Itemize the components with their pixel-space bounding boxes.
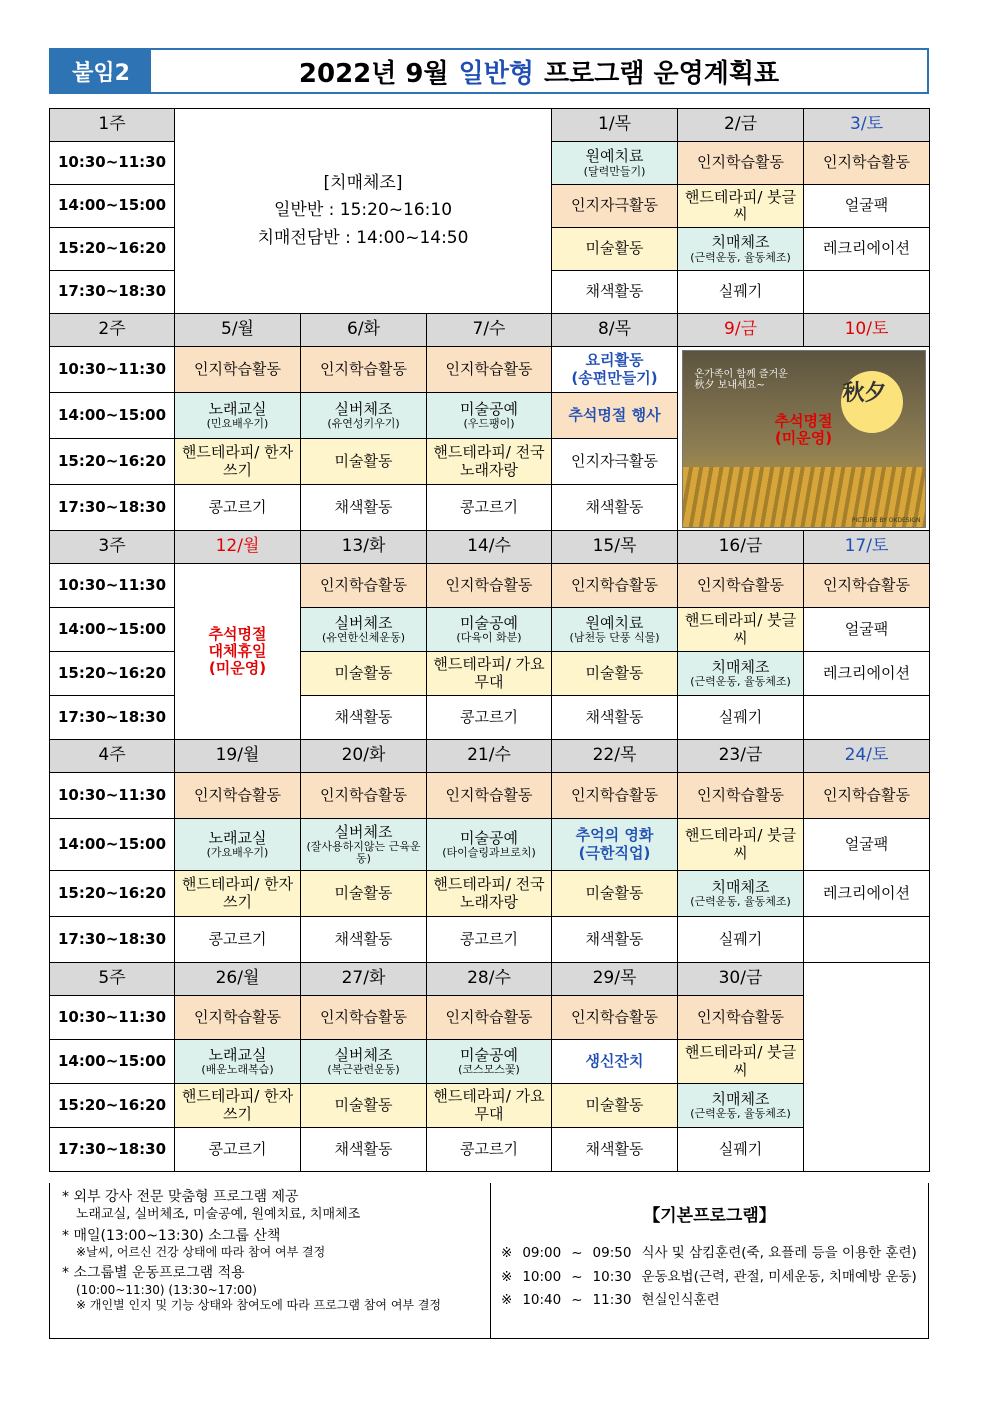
- title-prefix: 2022년 9월: [298, 58, 449, 89]
- program-cell: 채색활동: [552, 917, 678, 963]
- day-header: 29/목: [552, 963, 678, 996]
- program-cell: 채색활동: [301, 696, 427, 740]
- table-row: [50, 347, 930, 393]
- info-dementia: 치매전담반 : 14:00~14:50: [257, 227, 469, 248]
- program-cell: 인지학습활동: [175, 996, 301, 1040]
- program-cell: 인지학습활동: [301, 347, 427, 393]
- program-cell: 얼굴팩: [804, 185, 930, 228]
- program-cell: 핸드테라피/ 붓글씨: [678, 608, 804, 652]
- program-cell: 생신잔치: [552, 1040, 678, 1084]
- time-slot: 10:30~11:30: [50, 996, 175, 1040]
- program-cell: 콩고르기: [427, 485, 552, 531]
- day-header: 12/월: [175, 531, 301, 564]
- time-slot: 14:00~15:00: [50, 393, 175, 439]
- program-cell: 실꿰기: [678, 917, 804, 963]
- day-header: 8/목: [552, 314, 678, 347]
- chuseok-hanja: 秋夕: [842, 380, 887, 406]
- chuseok-holiday-image: [678, 347, 930, 531]
- table-row: [50, 819, 930, 871]
- program-cell: 핸드테라피/ 붓글씨: [678, 1040, 804, 1084]
- attachment-tag: 붙임2: [51, 50, 151, 92]
- week-label: 3주: [50, 531, 175, 564]
- greeting-text: 온가족이 함께 즐거운 秋夕 보내세요~: [694, 368, 788, 391]
- day-header: 27/화: [301, 963, 427, 996]
- program-cell: 인지학습활동: [678, 773, 804, 819]
- program-cell: 미술공예 (타이슬링과브로치): [427, 819, 552, 871]
- program-cell: 인지학습활동: [427, 564, 552, 608]
- empty-cell: [804, 917, 930, 963]
- week-label: 1주: [50, 109, 175, 142]
- note-detail: 노래교실, 실버체조, 미술공예, 원예치료, 치매체조: [76, 1206, 361, 1222]
- program-cell: 레크리에이션: [804, 652, 930, 696]
- program-cell: 미술활동: [552, 652, 678, 696]
- program-cell: 노래교실 (가요배우기): [175, 819, 301, 871]
- week-label: 2주: [50, 314, 175, 347]
- program-cell: 채색활동: [301, 1128, 427, 1172]
- program-cell: 인지학습활동: [301, 564, 427, 608]
- day-header: 21/수: [427, 740, 552, 773]
- list-item: ※ 10:00 ~ 10:30 운동요법(근력, 관절, 미세운동, 치매예방 운동): [501, 1268, 917, 1285]
- program-cell: 채색활동: [552, 1128, 678, 1172]
- program-cell: 실버체조 (유연한신체운동): [301, 608, 427, 652]
- day-header: 30/금: [678, 963, 804, 996]
- program-cell: 원예치료 (남천등 단풍 식물): [552, 608, 678, 652]
- program-cell: 레크리에이션: [804, 228, 930, 271]
- day-header: 23/금: [678, 740, 804, 773]
- table-row: [50, 1040, 930, 1084]
- image-credit: PICTURE BY OKDESIGN: [851, 516, 921, 524]
- day-header: 7/수: [427, 314, 552, 347]
- program-cell: 핸드테라피/ 한자쓰기: [175, 439, 301, 485]
- page-header: [49, 48, 929, 94]
- time-slot: 15:20~16:20: [50, 871, 175, 917]
- program-cell: 요리활동 (송편만들기): [552, 347, 678, 393]
- holiday-cell: 추석명절 대체휴일 (미운영): [175, 564, 301, 740]
- basic-program-panel: [491, 1183, 928, 1338]
- time-slot: 10:30~11:30: [50, 142, 175, 185]
- day-header: 3/토: [804, 109, 930, 142]
- program-cell: 핸드테라피/ 붓글씨: [678, 185, 804, 228]
- program-cell: 인지학습활동: [301, 996, 427, 1040]
- program-cell: 인지학습활동: [301, 773, 427, 819]
- program-cell: 인지학습활동: [427, 996, 552, 1040]
- day-header: 16/금: [678, 531, 804, 564]
- day-header: 6/화: [301, 314, 427, 347]
- note-detail: ※날씨, 어르신 건강 상태에 따라 참여 여부 결정: [76, 1245, 326, 1260]
- footer-notes: [49, 1183, 929, 1339]
- note-heading: * 매일(13:00~13:30) 소그룹 산책: [62, 1227, 281, 1244]
- empty-cell: [804, 271, 930, 314]
- day-header: 17/토: [804, 531, 930, 564]
- week-label: 4주: [50, 740, 175, 773]
- table-row: [50, 773, 930, 819]
- program-cell: 콩고르기: [427, 917, 552, 963]
- program-cell: 핸드테라피/ 전국노래자랑: [427, 439, 552, 485]
- program-cell: 치매체조 (근력운동, 율동체조): [678, 871, 804, 917]
- program-cell: 추억의 영화 (극한직업): [552, 819, 678, 871]
- program-cell: 치매체조 (근력운동, 율동체조): [678, 1084, 804, 1128]
- week1-header-row: [50, 109, 930, 142]
- program-cell: 실버체조 (복근관련운동): [301, 1040, 427, 1084]
- program-cell: 콩고르기: [427, 696, 552, 740]
- info-general: 일반반 : 15:20~16:10: [273, 200, 453, 221]
- time-slot: 15:20~16:20: [50, 439, 175, 485]
- program-cell: 인지자극활동: [552, 439, 678, 485]
- program-cell: 인지학습활동: [804, 773, 930, 819]
- day-header: 24/토: [804, 740, 930, 773]
- program-cell: 핸드테라피/ 전국노래자랑: [427, 871, 552, 917]
- program-cell: 미술활동: [301, 1084, 427, 1128]
- time-slot: 10:30~11:30: [50, 564, 175, 608]
- program-cell: 인지학습활동: [804, 142, 930, 185]
- program-cell: 노래교실 (민요배우기): [175, 393, 301, 439]
- dementia-exercise-info: [175, 109, 552, 314]
- program-cell: 실꿰기: [678, 1128, 804, 1172]
- program-cell: 치매체조 (근력운동, 율동체조): [678, 652, 804, 696]
- program-cell: 인지학습활동: [552, 564, 678, 608]
- program-cell: 미술활동: [301, 439, 427, 485]
- title-suffix: 프로그램 운영계획표: [544, 58, 780, 89]
- program-cell: 인지학습활동: [678, 996, 804, 1040]
- program-cell: 채색활동: [552, 271, 678, 314]
- program-cell: 채색활동: [552, 696, 678, 740]
- time-slot: 10:30~11:30: [50, 773, 175, 819]
- program-cell: 핸드테라피/ 가요무대: [427, 1084, 552, 1128]
- table-row: [50, 917, 930, 963]
- day-header: 20/화: [301, 740, 427, 773]
- week-label: 5주: [50, 963, 175, 996]
- time-slot: 15:20~16:20: [50, 652, 175, 696]
- program-cell: 인지학습활동: [175, 347, 301, 393]
- time-slot: 14:00~15:00: [50, 1040, 175, 1084]
- table-row: [50, 1128, 930, 1172]
- note-heading: * 외부 강사 전문 맞춤형 프로그램 제공: [62, 1189, 299, 1205]
- program-cell: 얼굴팩: [804, 608, 930, 652]
- day-header: 10/토: [804, 314, 930, 347]
- program-cell: 콩고르기: [175, 917, 301, 963]
- program-cell: 노래교실 (배운노래복습): [175, 1040, 301, 1084]
- time-slot: 17:30~18:30: [50, 485, 175, 531]
- program-cell: 미술공예 (코스모스꽃): [427, 1040, 552, 1084]
- time-slot: 15:20~16:20: [50, 1084, 175, 1128]
- program-cell: 미술활동: [552, 228, 678, 271]
- week3-header-row: [50, 531, 930, 564]
- table-row: [50, 996, 930, 1040]
- program-cell: 실꿰기: [678, 271, 804, 314]
- program-cell: 추석명절 행사: [552, 393, 678, 439]
- program-cell: 인지학습활동: [427, 773, 552, 819]
- day-header: 22/목: [552, 740, 678, 773]
- day-header: 9/금: [678, 314, 804, 347]
- notes-panel: [50, 1183, 491, 1338]
- day-header: 19/월: [175, 740, 301, 773]
- program-cell: 인지자극활동: [552, 185, 678, 228]
- program-cell: 채색활동: [301, 485, 427, 531]
- program-cell: 미술활동: [552, 1084, 678, 1128]
- day-header: 13/화: [301, 531, 427, 564]
- program-cell: 실버체조 (유연성키우기): [301, 393, 427, 439]
- week4-header-row: [50, 740, 930, 773]
- time-slot: 14:00~15:00: [50, 608, 175, 652]
- schedule-table: [49, 108, 930, 1172]
- program-cell: 콩고르기: [175, 485, 301, 531]
- empty-cell: [804, 963, 930, 1172]
- program-cell: 인지학습활동: [552, 996, 678, 1040]
- holiday-label: 추석명절 (미운영): [774, 411, 833, 447]
- day-header: 26/월: [175, 963, 301, 996]
- day-header: 15/목: [552, 531, 678, 564]
- program-cell: 실버체조 (잘사용하지않는 근육운동): [301, 819, 427, 871]
- basic-program-title: 【기본프로그램】: [643, 1206, 776, 1226]
- program-cell: 콩고르기: [175, 1128, 301, 1172]
- program-cell: 콩고르기: [427, 1128, 552, 1172]
- program-cell: 인지학습활동: [175, 773, 301, 819]
- time-slot: 17:30~18:30: [50, 917, 175, 963]
- program-cell: 채색활동: [552, 485, 678, 531]
- program-cell: 실꿰기: [678, 696, 804, 740]
- program-cell: 인지학습활동: [427, 347, 552, 393]
- table-row: [50, 564, 930, 608]
- program-cell: 인지학습활동: [552, 773, 678, 819]
- program-cell: 핸드테라피/ 가요무대: [427, 652, 552, 696]
- week2-header-row: [50, 314, 930, 347]
- page-title: [151, 50, 927, 92]
- note-heading: * 소그룹별 운동프로그램 적용: [62, 1265, 245, 1282]
- week5-header-row: [50, 963, 930, 996]
- info-title: [치매체조]: [323, 173, 403, 194]
- program-cell: 얼굴팩: [804, 819, 930, 871]
- time-slot: 15:20~16:20: [50, 228, 175, 271]
- time-slot: 10:30~11:30: [50, 347, 175, 393]
- program-cell: 채색활동: [301, 917, 427, 963]
- empty-cell: [804, 696, 930, 740]
- time-slot: 17:30~18:30: [50, 271, 175, 314]
- day-header: 28/수: [427, 963, 552, 996]
- list-item: ※ 10:40 ~ 11:30 현실인식훈련: [501, 1292, 720, 1309]
- note-detail: (10:00~11:30) (13:30~17:00): [76, 1282, 257, 1297]
- program-cell: 미술활동: [301, 871, 427, 917]
- time-slot: 17:30~18:30: [50, 1128, 175, 1172]
- time-slot: 14:00~15:00: [50, 185, 175, 228]
- day-header: 5/월: [175, 314, 301, 347]
- program-cell: 미술공예 (우드팽이): [427, 393, 552, 439]
- title-highlight: 일반형: [458, 58, 534, 89]
- time-slot: 17:30~18:30: [50, 696, 175, 740]
- day-header: 1/목: [552, 109, 678, 142]
- program-cell: 핸드테라피/ 한자쓰기: [175, 1084, 301, 1128]
- program-cell: 인지학습활동: [678, 564, 804, 608]
- day-header: 2/금: [678, 109, 804, 142]
- program-cell: 미술활동: [552, 871, 678, 917]
- program-cell: 인지학습활동: [678, 142, 804, 185]
- note-detail: ※ 개인별 인지 및 기능 상태와 참여도에 따라 프로그램 참여 여부 결정: [76, 1297, 442, 1312]
- list-item: ※ 09:00 ~ 09:50 식사 및 삼킴훈련(죽, 요플레 등을 이용한 훈련): [501, 1245, 917, 1261]
- table-row: [50, 1084, 930, 1128]
- program-cell: 레크리에이션: [804, 871, 930, 917]
- program-cell: 미술공예 (다육이 화분): [427, 608, 552, 652]
- program-cell: 핸드테라피/ 한자쓰기: [175, 871, 301, 917]
- time-slot: 14:00~15:00: [50, 819, 175, 871]
- program-cell: 핸드테라피/ 붓글씨: [678, 819, 804, 871]
- table-row: [50, 871, 930, 917]
- day-header: 14/수: [427, 531, 552, 564]
- program-cell: 원예치료 (달력만들기): [552, 142, 678, 185]
- program-cell: 인지학습활동: [804, 564, 930, 608]
- program-cell: 치매체조 (근력운동, 율동체조): [678, 228, 804, 271]
- program-cell: 미술활동: [301, 652, 427, 696]
